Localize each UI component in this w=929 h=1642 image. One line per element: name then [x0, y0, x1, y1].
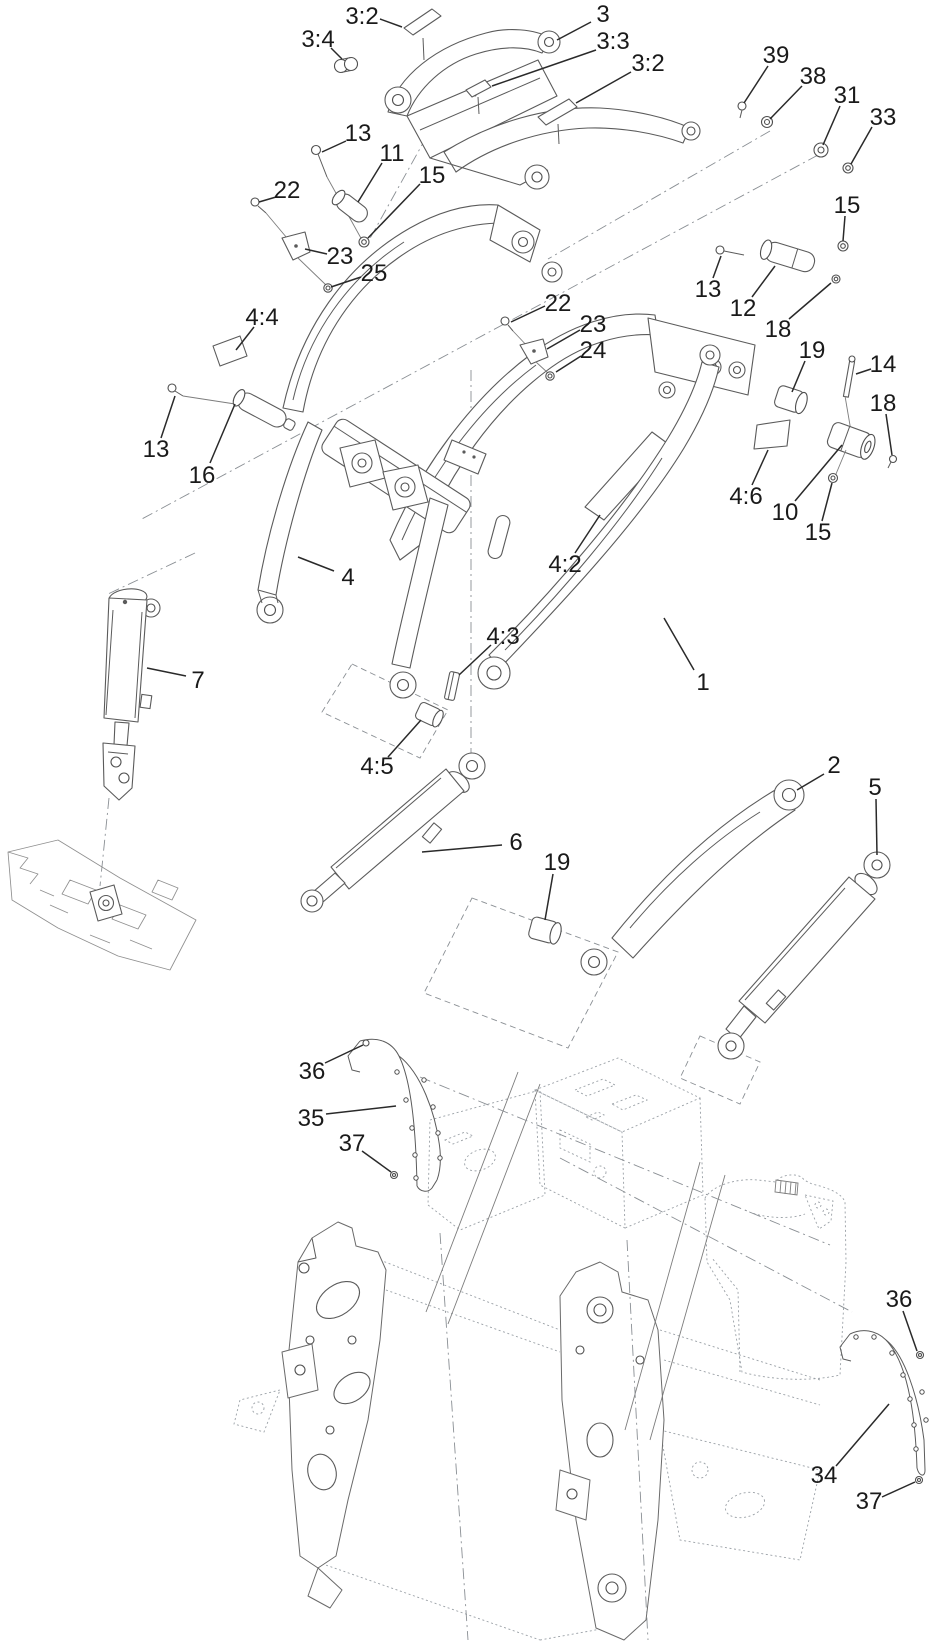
part-plate-4-6 [754, 420, 790, 449]
callout-label-15-right: 15 [833, 192, 861, 219]
callout-label-24: 24 [579, 337, 607, 364]
part-wear-strip-3-2-top [404, 9, 441, 60]
washer-18-upper [832, 275, 840, 283]
leader-line-36-right [903, 1311, 917, 1351]
callout-label-1: 1 [696, 669, 710, 696]
leader-line-19-upper [792, 361, 805, 392]
part-fender-shield-35 [348, 1039, 442, 1191]
callout-label-25: 25 [360, 260, 388, 287]
callout-label-16: 16 [188, 462, 216, 489]
callout-label-31: 31 [833, 82, 861, 109]
nut-15-right [838, 241, 848, 251]
callout-label-3: 3 [596, 1, 610, 28]
callout-label-4-6: 4:6 [729, 483, 763, 510]
leader-line-5 [876, 799, 877, 855]
part-link-arm-2 [581, 780, 804, 975]
callout-label-18-right: 18 [869, 390, 897, 417]
leader-line-39 [744, 66, 768, 103]
callout-label-6: 6 [509, 829, 523, 856]
leader-line-7 [147, 668, 186, 676]
callout-label-23-left: 23 [326, 243, 354, 270]
leader-line-13-right [713, 256, 721, 278]
callout-label-22-left: 22 [273, 177, 301, 204]
leader-line-18-upper [789, 283, 831, 319]
leader-line-31 [823, 106, 840, 145]
leader-line-4 [298, 557, 334, 571]
callout-label-23-mid: 23 [579, 311, 607, 338]
callout-label-5: 5 [868, 774, 882, 801]
callout-label-39: 39 [762, 42, 790, 69]
leader-line-38 [770, 86, 802, 119]
bushing-19-upper [773, 385, 809, 416]
callout-label-22-mid: 22 [544, 290, 572, 317]
callout-label-13-left: 13 [142, 436, 170, 463]
part-bushing-19-lower [528, 916, 564, 945]
callout-label-34: 34 [810, 1462, 838, 1489]
callout-label-36-left: 36 [298, 1058, 326, 1085]
leader-line-3-2-right [576, 72, 631, 103]
nut-33 [843, 163, 853, 173]
part-bushing-4-5 [414, 701, 445, 728]
callout-label-4-3: 4:3 [486, 623, 520, 650]
callout-label-33: 33 [869, 104, 897, 131]
bucket-attach-plate [8, 840, 196, 970]
leader-line-36-left [325, 1045, 363, 1063]
leader-line-15-lower [822, 483, 832, 521]
callout-label-18-upper: 18 [764, 316, 792, 343]
callout-label-15-left: 15 [418, 162, 446, 189]
leader-line-33 [851, 127, 872, 164]
leader-line-13-left [161, 396, 175, 438]
callout-label-3-2-top: 3:2 [345, 3, 379, 30]
bolt-36-right [917, 1352, 924, 1359]
nut-15-left [359, 237, 369, 247]
leader-line-13-top [322, 141, 346, 152]
callout-label-15-lower: 15 [804, 519, 832, 546]
leader-line-34 [836, 1404, 889, 1466]
bolt-37-left [391, 1172, 398, 1179]
leader-line-4-5 [388, 720, 421, 757]
callout-label-13-top: 13 [344, 120, 372, 147]
screw-13-left [168, 384, 235, 404]
part-key-4-3 [444, 671, 460, 700]
bolt-36-left [363, 1040, 369, 1046]
callout-label-3-3: 3:3 [596, 28, 630, 55]
bolt-37-right [916, 1477, 923, 1484]
callout-label-3-2-right: 3:2 [631, 50, 665, 77]
clamp-23-left [282, 232, 326, 285]
callout-label-11: 11 [379, 140, 405, 167]
screw-39 [738, 102, 746, 118]
screw-18-right [888, 456, 897, 469]
leader-line-2 [797, 774, 824, 790]
nut-15-lower [829, 450, 847, 483]
leader-line-6 [422, 845, 502, 852]
part-cylinder-7 [103, 587, 160, 800]
callout-label-13-right: 13 [694, 276, 722, 303]
part-cylinder-5 [718, 852, 890, 1059]
nut-25 [324, 284, 332, 292]
pin-12 [758, 239, 816, 274]
part-strip-4-4 [213, 336, 247, 366]
nut-24 [546, 372, 554, 380]
leader-line-4-6 [752, 450, 768, 485]
leader-line-35 [326, 1106, 396, 1114]
leader-line-19-lower [545, 874, 553, 920]
fuel-cap [775, 1180, 798, 1195]
washer-31 [814, 143, 828, 157]
leader-line-22-mid [511, 306, 545, 322]
callout-label-4-4: 4:4 [245, 304, 279, 331]
leader-line-3-2-top [380, 19, 402, 27]
screw-13-right [716, 246, 744, 255]
leader-line-10 [795, 445, 842, 501]
leader-line-37-right [882, 1482, 915, 1497]
callout-label-37-left: 37 [338, 1130, 366, 1157]
callout-label-12: 12 [729, 295, 757, 322]
callout-label-2: 2 [827, 752, 841, 779]
leader-line-15-right [843, 216, 845, 241]
callout-label-7: 7 [191, 667, 205, 694]
leader-line-3 [557, 22, 591, 40]
part-bushing-3-4 [335, 58, 358, 73]
leader-line-11 [358, 163, 382, 202]
callout-label-10: 10 [771, 499, 799, 526]
chassis-towers [282, 1222, 664, 1640]
leader-line-16 [210, 404, 235, 463]
callout-label-19-upper: 19 [798, 337, 826, 364]
part-fender-shield-34 [840, 1331, 928, 1475]
callout-label-14: 14 [869, 351, 897, 378]
leader-line-37-left [362, 1151, 391, 1172]
leader-line-1 [664, 618, 694, 670]
callout-label-38: 38 [799, 63, 827, 90]
callout-label-3-4: 3:4 [301, 26, 335, 53]
callout-label-35: 35 [297, 1105, 325, 1132]
callout-label-37-right: 37 [855, 1488, 883, 1515]
callout-label-19-lower: 19 [543, 849, 571, 876]
callout-label-4-5: 4:5 [360, 753, 394, 780]
callout-label-36-right: 36 [885, 1286, 913, 1313]
callout-label-4: 4 [341, 564, 355, 591]
leader-line-18-right [886, 414, 892, 455]
leader-line-12 [752, 266, 775, 297]
callout-label-4-2: 4:2 [548, 551, 582, 578]
